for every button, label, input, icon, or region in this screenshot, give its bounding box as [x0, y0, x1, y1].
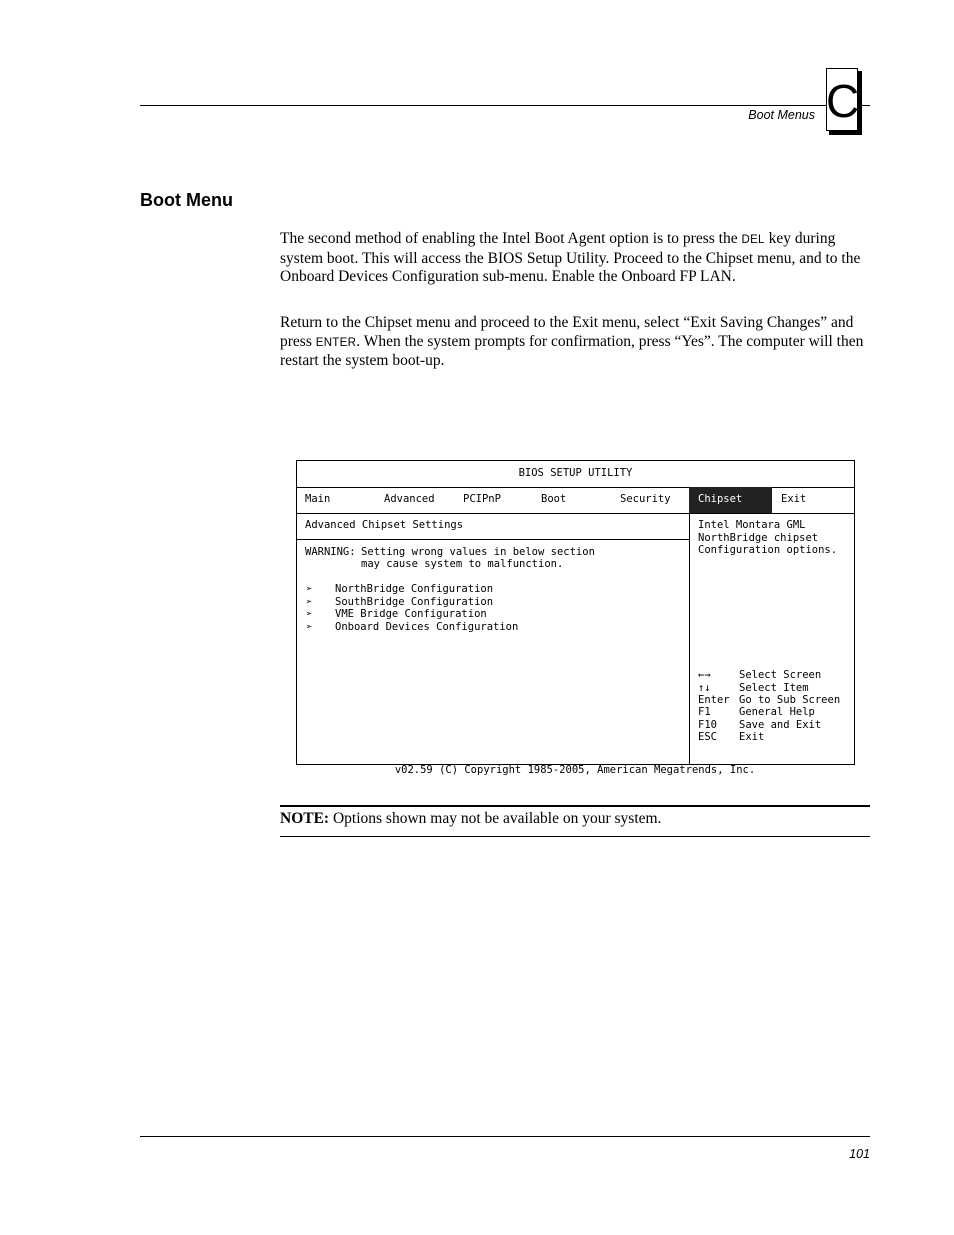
bios-divider — [689, 513, 690, 764]
key-name: ESC — [698, 731, 717, 743]
key-desc: Select Item — [739, 682, 809, 694]
key-desc: Select Screen — [739, 669, 822, 681]
section-title: Boot Menu — [140, 190, 233, 210]
key-desc: Save and Exit — [739, 719, 822, 731]
help-text: NorthBridge chipset — [698, 532, 819, 544]
arrow-bullet-icon: ➢ — [306, 596, 313, 608]
bios-title: BIOS SETUP UTILITY — [518, 467, 633, 479]
menu-item-southbridge[interactable]: SouthBridge Configuration — [335, 596, 494, 608]
page-number: 101 — [849, 1147, 870, 1161]
key-desc: General Help — [739, 706, 815, 718]
header-rule — [140, 105, 870, 106]
key-left-right-icon: ←→ — [698, 669, 711, 681]
paragraph-1-text-b: key during system boot. This will access the BIOS Setup Utility. Proceed to the Chipset menu, and to the Onboard Devices Configuration sub-menu. Enable the Onboard FP LAN. — [280, 230, 861, 285]
menu-item-vme-bridge[interactable]: VME Bridge Configuration — [335, 608, 487, 620]
key-up-down-icon: ↑↓ — [698, 682, 711, 694]
menu-security[interactable]: Security — [620, 493, 671, 505]
bios-divider — [297, 513, 854, 514]
key-del: DEL — [741, 234, 765, 246]
bios-copyright: v02.59 (C) Copyright 1985-2005, American Megatrends, Inc. — [394, 764, 756, 776]
bios-screenshot — [296, 460, 855, 765]
warning-text: may cause system to malfunction. — [361, 558, 564, 570]
note-label: NOTE: — [280, 810, 330, 827]
arrow-bullet-icon: ➢ — [306, 621, 313, 633]
note-top-rule — [280, 805, 870, 807]
note-text: Options shown may not be available on your system. — [329, 810, 662, 827]
key-desc: Go to Sub Screen — [739, 694, 841, 706]
footer-rule — [140, 1136, 870, 1137]
menu-boot[interactable]: Boot — [541, 493, 567, 505]
menu-item-onboard-devices[interactable]: Onboard Devices Configuration — [335, 621, 519, 633]
arrow-bullet-icon: ➢ — [306, 583, 313, 595]
menu-pcipnp[interactable]: PCIPnP — [463, 493, 501, 505]
key-name: Enter — [698, 694, 730, 706]
paragraph-2 — [280, 314, 870, 371]
menu-exit[interactable]: Exit — [781, 493, 807, 505]
key-enter: ENTER — [315, 336, 357, 349]
note — [280, 810, 661, 828]
warning-label: WARNING: — [305, 546, 356, 558]
key-desc: Exit — [739, 731, 765, 743]
paragraph-1 — [280, 230, 870, 287]
help-text: Configuration options. — [698, 544, 838, 556]
running-header: Boot Menus — [748, 108, 815, 122]
panel-title: Advanced Chipset Settings — [305, 519, 464, 531]
menu-main[interactable]: Main — [305, 493, 331, 505]
warning-text: Setting wrong values in below section — [361, 546, 595, 558]
bios-divider — [297, 539, 689, 540]
menu-chipset[interactable]: Chipset — [698, 493, 743, 505]
paragraph-1-text-a: The second method of enabling the Intel Boot Agent option is to press the — [280, 230, 742, 247]
key-name: F1 — [698, 706, 711, 718]
help-text: Intel Montara GML — [698, 519, 806, 531]
menu-item-northbridge[interactable]: NorthBridge Configuration — [335, 583, 494, 595]
arrow-bullet-icon: ➢ — [306, 608, 313, 620]
note-bottom-rule — [280, 836, 870, 837]
paragraph-2-text-a: Return to the Chipset menu and proceed to the Exit menu, select “Exit Saving Changes” and press — [280, 314, 854, 350]
menu-advanced[interactable]: Advanced — [384, 493, 435, 505]
paragraph-2-text-b: . When the system prompts for confirmation, press “Yes”. The computer will then restart the system boot-up. — [280, 332, 864, 369]
key-name: F10 — [698, 719, 717, 731]
chapter-tab-letter: C — [826, 75, 860, 127]
